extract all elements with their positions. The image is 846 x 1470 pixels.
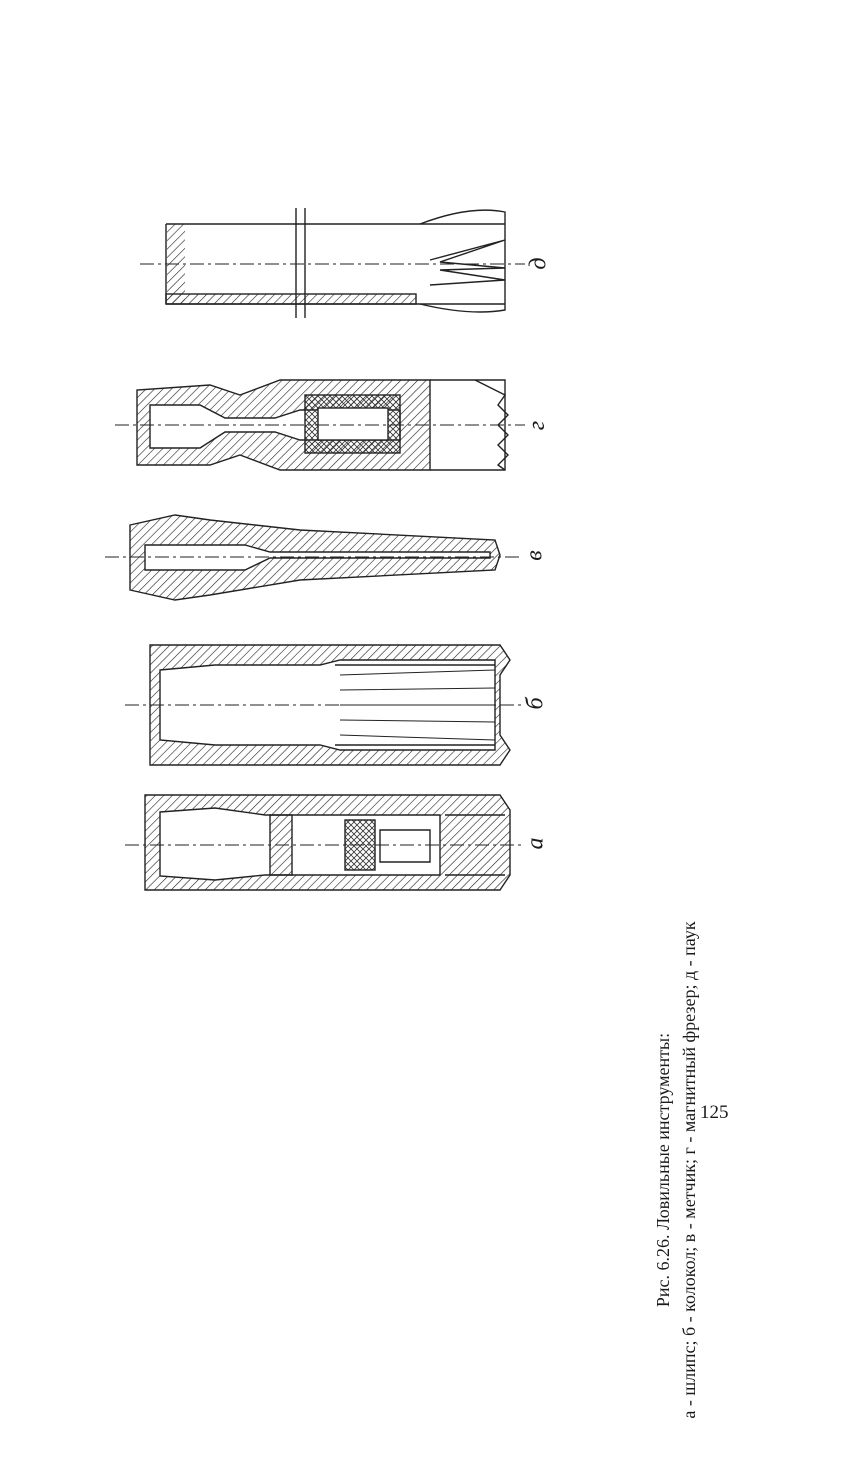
tool-overshot-a [125,795,525,890]
label-b: б [522,697,549,710]
label-a: а [522,837,549,850]
label-d: д [525,257,552,270]
figure-caption [650,870,770,1470]
tool-spider-d [140,208,525,318]
label-g: г [524,420,551,431]
page-number: 125 [700,1102,729,1123]
caption-title: Рис. 6.26. Ловильные инструменты: [653,1032,673,1308]
tool-bell-b [125,645,525,765]
tool-magnetic-mill-g [115,380,525,470]
label-v: в [521,550,548,561]
caption-description: а - шлипс; б - колокол; в - метчик; г - магнитный фрезер; д - паук [679,921,699,1419]
tool-tap-v [105,515,520,600]
